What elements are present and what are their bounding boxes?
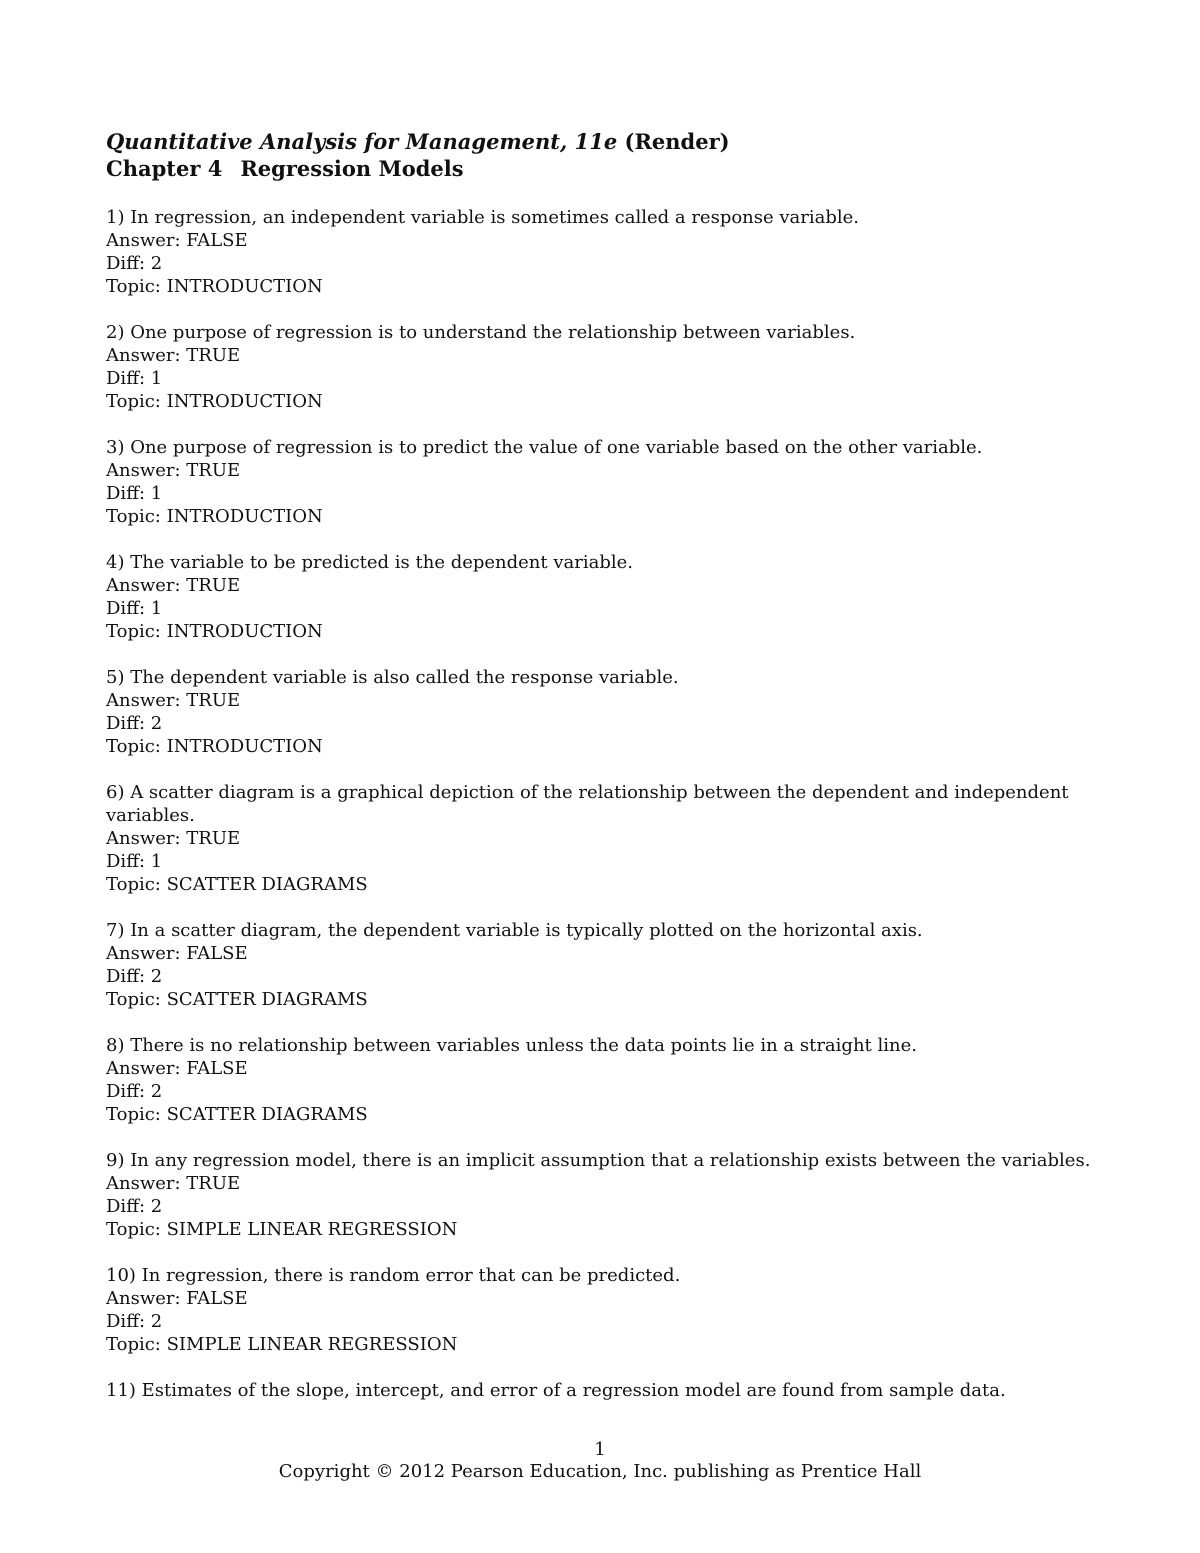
question-difficulty: Diff: 1 [106, 851, 163, 872]
question-text: 1) In regression, an independent variable is sometimes called a response variable. [106, 207, 860, 228]
question-difficulty: Diff: 1 [106, 598, 163, 619]
question-difficulty: Diff: 2 [106, 713, 163, 734]
question-list [106, 206, 1106, 1402]
question-text: 9) In any regression model, there is an implicit assumption that a relationship exists between the variables. [106, 1150, 1091, 1171]
question-item [106, 321, 1106, 413]
question-item [106, 551, 1106, 643]
question-answer: Answer: TRUE [106, 1173, 241, 1194]
chapter-number: Chapter 4 [106, 156, 223, 181]
question-text: 7) In a scatter diagram, the dependent variable is typically plotted on the horizontal axis. [106, 920, 923, 941]
question-answer: Answer: FALSE [106, 230, 248, 251]
question-text: 6) A scatter diagram is a graphical depiction of the relationship between the dependent and independent variables. [106, 782, 1069, 826]
question-item [106, 781, 1106, 896]
question-topic: Topic: INTRODUCTION [106, 621, 323, 642]
question-text: 3) One purpose of regression is to predict the value of one variable based on the other variable. [106, 437, 983, 458]
question-topic: Topic: INTRODUCTION [106, 276, 323, 297]
question-answer: Answer: TRUE [106, 345, 241, 366]
question-text: 2) One purpose of regression is to understand the relationship between variables. [106, 322, 856, 343]
question-difficulty: Diff: 1 [106, 483, 163, 504]
question-item [106, 206, 1106, 298]
question-difficulty: Diff: 1 [106, 368, 163, 389]
question-text: 8) There is no relationship between variables unless the data points lie in a straight line. [106, 1035, 917, 1056]
book-title-line [106, 128, 1106, 155]
question-topic: Topic: SIMPLE LINEAR REGRESSION [106, 1219, 458, 1240]
question-answer: Answer: TRUE [106, 690, 241, 711]
book-title: Quantitative Analysis for Management, 11e [106, 129, 618, 154]
question-text: 11) Estimates of the slope, intercept, and error of a regression model are found from sample data. [106, 1380, 1006, 1401]
question-answer: Answer: FALSE [106, 1058, 248, 1079]
question-text: 10) In regression, there is random error that can be predicted. [106, 1265, 681, 1286]
question-item [106, 1264, 1106, 1356]
question-difficulty: Diff: 2 [106, 253, 163, 274]
question-answer: Answer: TRUE [106, 828, 241, 849]
question-topic: Topic: SCATTER DIAGRAMS [106, 989, 368, 1010]
question-difficulty: Diff: 2 [106, 1196, 163, 1217]
question-text: 4) The variable to be predicted is the dependent variable. [106, 552, 634, 573]
document-page [106, 128, 1106, 1425]
question-item [106, 1149, 1106, 1241]
question-item [106, 1034, 1106, 1126]
question-text: 5) The dependent variable is also called the response variable. [106, 667, 679, 688]
copyright-notice: Copyright © 2012 Pearson Education, Inc. publishing as Prentice Hall [278, 1461, 922, 1482]
question-item [106, 436, 1106, 528]
question-difficulty: Diff: 2 [106, 1081, 163, 1102]
question-item [106, 1379, 1106, 1402]
chapter-title: Regression Models [240, 156, 464, 181]
question-answer: Answer: TRUE [106, 460, 241, 481]
question-topic: Topic: SIMPLE LINEAR REGRESSION [106, 1334, 458, 1355]
question-difficulty: Diff: 2 [106, 1311, 163, 1332]
question-topic: Topic: INTRODUCTION [106, 391, 323, 412]
question-item [106, 666, 1106, 758]
chapter-title-line [106, 155, 1106, 182]
question-topic: Topic: INTRODUCTION [106, 506, 323, 527]
question-difficulty: Diff: 2 [106, 966, 163, 987]
question-topic: Topic: INTRODUCTION [106, 736, 323, 757]
page-number: 1 [594, 1439, 606, 1460]
question-item [106, 919, 1106, 1011]
question-answer: Answer: FALSE [106, 1288, 248, 1309]
question-topic: Topic: SCATTER DIAGRAMS [106, 1104, 368, 1125]
question-answer: Answer: TRUE [106, 575, 241, 596]
question-topic: Topic: SCATTER DIAGRAMS [106, 874, 368, 895]
book-author: (Render) [624, 129, 730, 154]
question-answer: Answer: FALSE [106, 943, 248, 964]
